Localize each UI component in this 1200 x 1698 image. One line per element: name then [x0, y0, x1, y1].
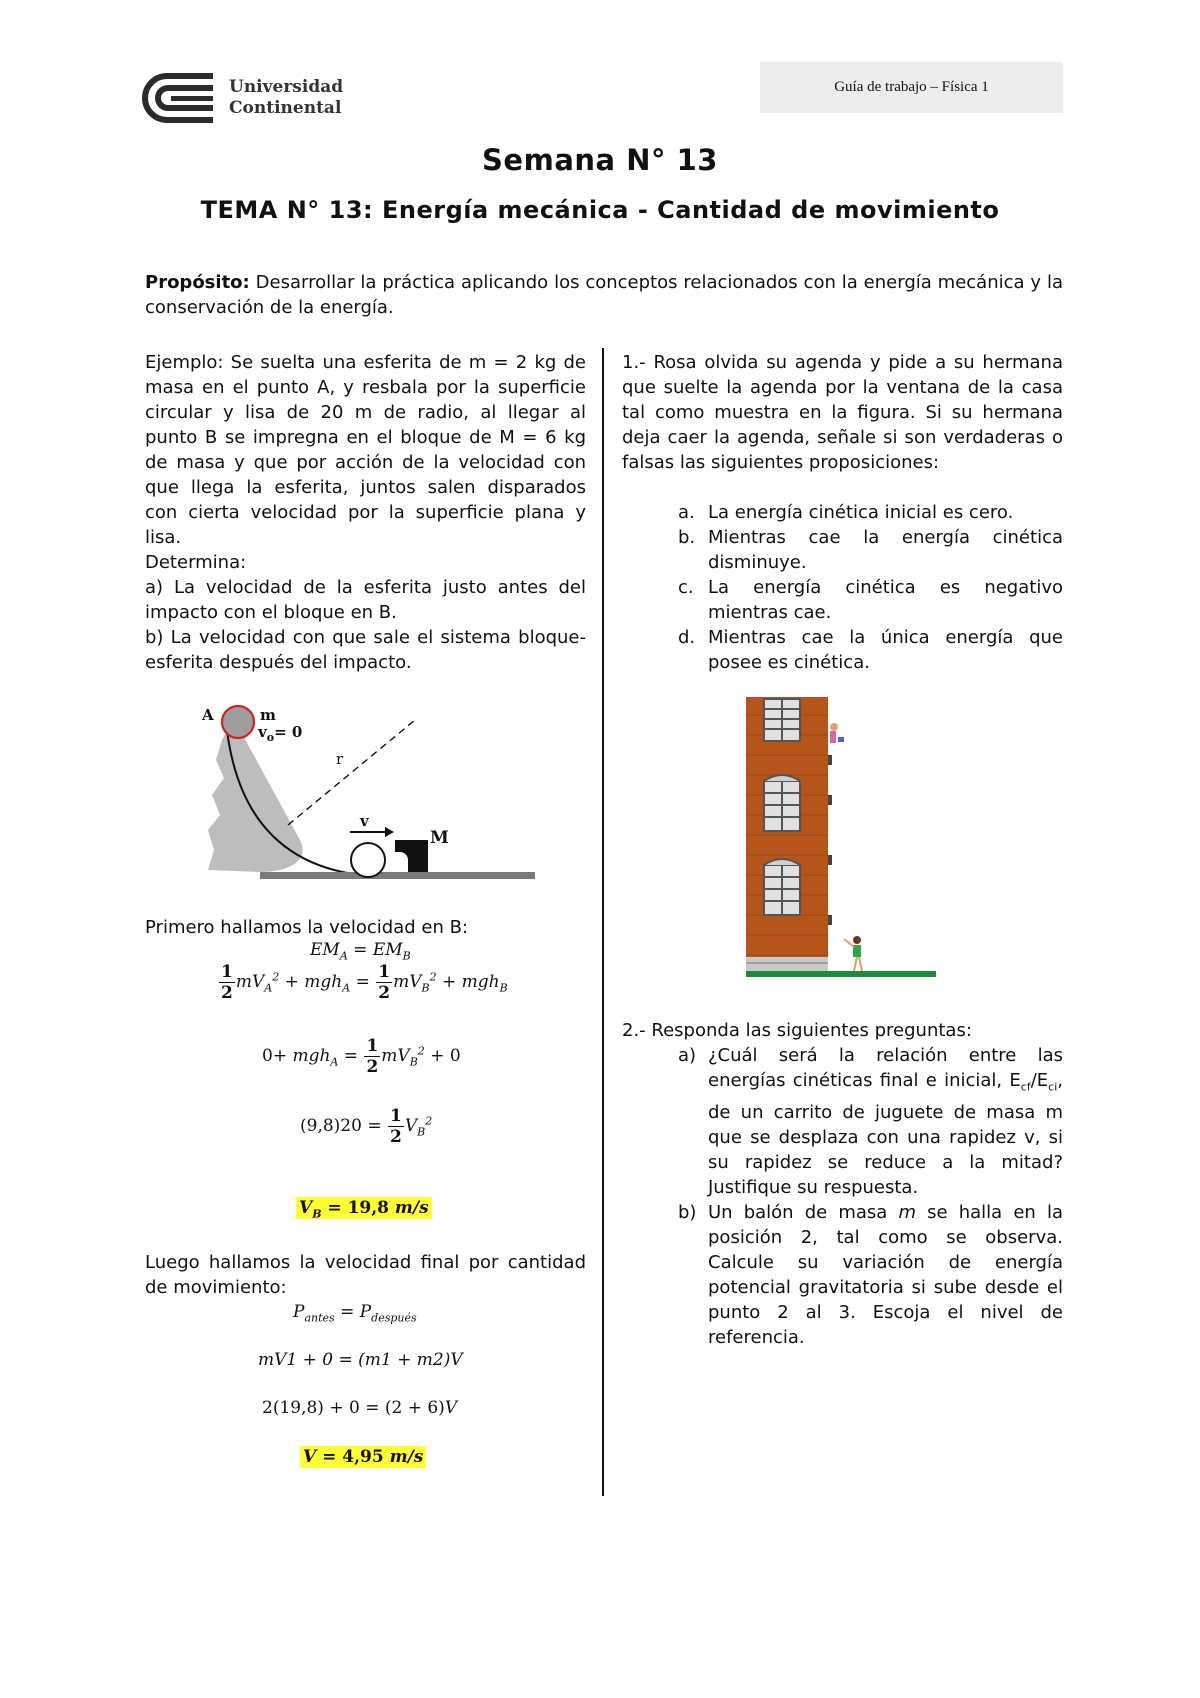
- floor: [260, 872, 535, 879]
- university-logo: [137, 72, 357, 124]
- label-M: M: [430, 828, 449, 848]
- column-divider: [602, 348, 604, 1496]
- logo-mark-icon: [137, 72, 217, 124]
- q1-option-d: d. Mientras cae la única energía que posee es cinética.: [678, 627, 1063, 673]
- sister-at-window-icon: [830, 723, 844, 743]
- example-determine: Determina:: [145, 552, 247, 573]
- q2-statement: 2.- Responda las siguientes preguntas:: [622, 1020, 972, 1041]
- label-vo: $v_o= 0$: [258, 723, 303, 744]
- topic-title: TEMA N° 13: Energía mecánica - Cantidad de movimiento: [200, 196, 1000, 224]
- week-title: Semana N° 13: [482, 143, 718, 177]
- equation-7: 2(19,8) + 0 = (2 + 6)V: [262, 1398, 458, 1418]
- university-name-line1: Universidad: [229, 77, 344, 97]
- label-A: A: [202, 706, 214, 724]
- purpose-text: Desarrollar la práctica aplicando los conceptos relacionados con la energía mecánica y la conservación de la energía.: [145, 272, 1063, 318]
- result-final-velocity: V = 4,95 m/s: [300, 1447, 426, 1467]
- purpose-paragraph: [145, 270, 1063, 320]
- example-question-b: b) La velocidad con que sale el sistema bloque-esferita después del impacto.: [145, 627, 586, 673]
- label-r: r: [336, 750, 344, 768]
- equation-5: $P_{antes} = P_{después}$: [293, 1302, 417, 1325]
- example-statement: Ejemplo: Se suelta una esferita de m = 2 kg de masa en el punto A, y resbala por la superficie circular y lisa de 20 m de radio, al llegar al punto B se impregna en el bloque de M = 6 kg de masa y que por acción de la velocidad con que llega la esferita, juntos salen disparados con cierta velocidad por la superficie plana y lisa.: [145, 352, 586, 548]
- q1-options-list: [678, 500, 1063, 675]
- windows: [764, 699, 800, 915]
- equation-6: mV1 + 0 = (m1 + m2)V: [258, 1350, 463, 1370]
- q1-option-b: b. Mientras cae la energía cinética disminuye.: [678, 527, 1063, 573]
- equation-1: $EM_A = EM_B$: [310, 940, 411, 963]
- guide-label-box: [760, 62, 1063, 113]
- radius-line: [288, 720, 415, 825]
- label-v: v: [360, 812, 369, 830]
- guide-label: Guía de trabajo – Física 1: [834, 79, 989, 95]
- purpose-label: Propósito:: [145, 272, 250, 293]
- block-M: [395, 840, 428, 872]
- result-velocity-B: $V_B = 19,8$ m/s: [296, 1198, 432, 1220]
- ramp-figure: [200, 700, 540, 885]
- q2-parts: [678, 1043, 1063, 1350]
- example-question-a: a) La velocidad de la esferita justo antes del impacto con el bloque en B.: [145, 577, 586, 623]
- q1-statement: 1.- Rosa olvida su agenda y pide a su hermana que suelte la agenda por la ventana de la casa tal como muestra en la figura. Si su hermana deja caer la agenda, señale si son verdaderas o falsas las siguientes proposiciones:: [622, 352, 1063, 473]
- q1-option-c: c. La energía cinética es negativo mientras cae.: [678, 577, 1063, 623]
- ground: [746, 971, 936, 977]
- building-figure: [740, 695, 940, 985]
- q1-option-a: a. La energía cinética inicial es cero.: [678, 502, 1014, 523]
- university-name-line2: Continental: [229, 98, 342, 118]
- then-step-text: Luego hallamos la velocidad final por cantidad de movimiento:: [145, 1252, 586, 1298]
- q2-part-b: b) Un balón de masa m se halla en la posición 2, tal como se observa. Calcule su variación de energía potencial gravitatoria si sube desde el punto 2 al 3. Escoja el nivel de referencia.: [678, 1201, 1063, 1348]
- sphere-at-B: [351, 843, 385, 877]
- equation-4: (9,8)20 = $\frac{1}{2}$ $V_B^2$: [300, 1106, 433, 1147]
- girl-on-ground-icon: [844, 936, 862, 971]
- equation-3: 0+ mgh$_A$ = $\frac{1}{2}$ $mV_B^2 + 0$: [262, 1036, 461, 1077]
- q2-part-a: a) ¿Cuál será la relación entre las energías cinéticas final e inicial, $E_{cf}/E_{ci}$, de un carrito de juguete de masa m que se desplaza con una rapidez v, si su rapidez se reduce a la mitad? Justifique su respuesta.: [678, 1045, 1063, 1198]
- label-m: m: [260, 706, 276, 724]
- equation-2: $\frac{1}{2}$ $mV_A^2 + mgh_A$ = $\frac{1}{2}$ $mV_B^2 + mgh_B$: [221, 962, 508, 1003]
- sphere-at-A: [222, 706, 254, 738]
- velocity-arrowhead: [385, 827, 394, 837]
- first-step-text: Primero hallamos la velocidad en B:: [145, 917, 469, 938]
